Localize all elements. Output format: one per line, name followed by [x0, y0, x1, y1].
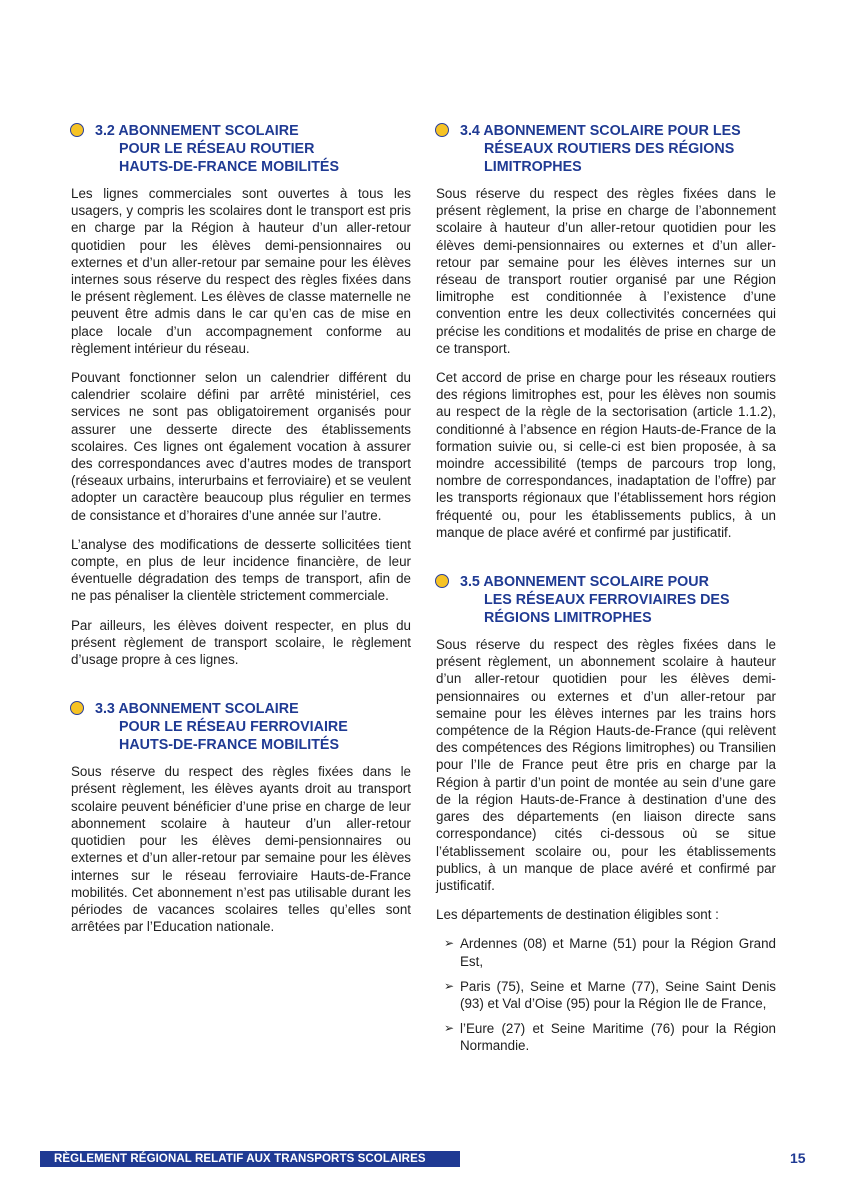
list-item [436, 1020, 776, 1054]
heading-line: 3.2 ABONNEMENT SCOLAIRE [95, 123, 299, 139]
section-3-5 [436, 573, 776, 1054]
arrow-bullet-icon: ➢ [444, 978, 455, 993]
heading-line: 3.4 ABONNEMENT SCOLAIRE POUR LES [460, 123, 741, 139]
heading-line: POUR LE RÉSEAU FERROVIAIRE [119, 719, 348, 736]
list-item [436, 935, 776, 969]
paragraph: L’analyse des modifications de desserte sollicitées tient compte, en plus de leur incidence financière, de leur éventuelle dégradation des temps de transport, afin de ne pas pénaliser la clientèle strictement commerciale. [71, 536, 411, 604]
heading-line: RÉSEAUX ROUTIERS DES RÉGIONS [484, 141, 735, 157]
left-column [71, 122, 411, 947]
section-3-4 [436, 122, 776, 541]
heading-line: POUR LE RÉSEAU ROUTIER [119, 141, 315, 157]
bullet-dot-icon [435, 574, 449, 588]
footer-bar [40, 1151, 460, 1167]
paragraph: Pouvant fonctionner selon un calendrier différent du calendrier scolaire défini par arrêté ministériel, ces services ne sont pas obligatoirement organisés pour assurer une desserte directe des établissements scolaires. Ces lignes ont également vocation à assurer des correspondances avec d’autres modes de transport (réseaux urbains, interurbains et ferroviaire) et se veulent adopter un caractère beaucoup plus régulier en termes de consistance et d’horaires d’une année sur l’autre. [71, 370, 411, 523]
heading-line: LIMITROPHES [484, 159, 582, 175]
paragraph: Sous réserve du respect des règles fixées dans le présent règlement, un abonnement scolaire à hauteur d’un aller-retour quotidien pour les élèves demi-pensionnaires ou externes et d’un aller-retour par semaine pour les élèves internes par les trains hors compétence de la Région Hauts-de-France (qui relèvent des compétences des Régions limitrophes) ou Transilien pour l’Ile de France peut être pris en charge par la Région à partir d’un point de montée au sein d’une gare de la région Hauts-de-France à destination d’une des gares des départements (en liaison directe sans correspondance) cités ci-dessous où se situe l’établissement scolaire ou, pour les établissements publics, à un manque de place avéré et confirmé par justificatif. [436, 637, 776, 893]
heading-line: RÉGIONS LIMITROPHES [484, 610, 652, 627]
paragraph: Les départements de destination éligibles sont : [436, 907, 719, 923]
arrow-bullet-icon: ➢ [444, 936, 455, 951]
departments-list [436, 935, 776, 1054]
right-column [436, 122, 776, 1063]
heading-line: 3.5 ABONNEMENT SCOLAIRE POUR [460, 574, 709, 591]
page-number: 15 [790, 1150, 806, 1166]
arrow-bullet-icon: ➢ [444, 1021, 455, 1036]
paragraph: Par ailleurs, les élèves doivent respecter, en plus du présent règlement de transport scolaire, le règlement d’usage propre à ces lignes. [71, 617, 411, 668]
section-heading [71, 700, 411, 754]
paragraph: Sous réserve du respect des règles fixées dans le présent règlement, la prise en charge de l’abonnement scolaire à hauteur d’un aller-retour quotidien pour les élèves demi-pensionnaires ou externes et d’un aller-retour par semaine pour les élèves internes sur un réseau de transport routier organisé par une Région limitrophe est conditionnée à l’existence d’une convention entre les deux collectivités concernées qui précise les conditions et modalités de prise en charge de ce transport. [436, 186, 776, 356]
paragraph: Sous réserve du respect des règles fixées dans le présent règlement, les élèves ayants droit au transport scolaire peuvent bénéficier d’une prise en charge de leur abonnement scolaire à hauteur d’un aller-retour quotidien pour les élèves demi-pensionnaires ou externes et d’un aller-retour par semaine pour les élèves internes sur le réseau ferroviaire Hauts-de-France mobilités. Cet abonnement n’est pas utilisable durant les périodes de vacances scolaires telles qu’elles sont arrêtées par l’Education nationale. [71, 764, 411, 935]
section-3-2 [71, 122, 411, 668]
list-item-text: l’Eure (27) et Seine Maritime (76) pour la Région Normandie. [460, 1021, 776, 1054]
heading-line: 3.3 ABONNEMENT SCOLAIRE [95, 701, 299, 718]
section-heading [436, 573, 776, 627]
bullet-dot-icon [70, 701, 84, 715]
section-heading [436, 122, 776, 176]
list-item-text: Ardennes (08) et Marne (51) pour la Région Grand Est, [460, 936, 776, 969]
paragraph: Cet accord de prise en charge pour les réseaux routiers des régions limitrophes est, pour les élèves non soumis au respect de la règle de la sectorisation (article 1.1.2), conditionné à l’absence en région Hauts-de-France de la formation suivie ou, si celle-ci est bien proposée, à sa moindre accessibilité (temps de parcours trop long, nombre de correspondances, inadaptation de l’offre) par les transports régionaux que l’établissement hors région fréquenté ou, pour les établissements publics, à un manque de place avéré et confirmé par justificatif. [436, 370, 776, 540]
footer-title: RÈGLEMENT RÉGIONAL RELATIF AUX TRANSPORTS SCOLAIRES [54, 1153, 426, 1165]
section-heading [71, 122, 411, 176]
section-3-3 [71, 700, 411, 935]
heading-line: HAUTS-DE-FRANCE MOBILITÉS [119, 737, 340, 754]
heading-line: HAUTS-DE-FRANCE MOBILITÉS [119, 159, 340, 175]
paragraph: Les lignes commerciales sont ouvertes à tous les usagers, y compris les scolaires dont le transport est pris en charge par la Région à hauteur d’un aller-retour quotidien pour les élèves demi-pensionnaires ou externes et d’un aller-retour par semaine pour les élèves internes sous réserve du respect des règles fixées dans le présent règlement. Les élèves de classe maternelle ne peuvent être admis dans le car qu’en cas de mise en place locale d’un accompagnement conforme au règlement intérieur du réseau. [71, 186, 411, 356]
list-item-text: Paris (75), Seine et Marne (77), Seine Saint Denis (93) et Val d’Oise (95) pour la Région Ile de France, [460, 978, 776, 1011]
heading-line: LES RÉSEAUX FERROVIAIRES DES [484, 592, 730, 609]
bullet-dot-icon [70, 123, 84, 137]
bullet-dot-icon [435, 123, 449, 137]
list-item [436, 978, 776, 1012]
